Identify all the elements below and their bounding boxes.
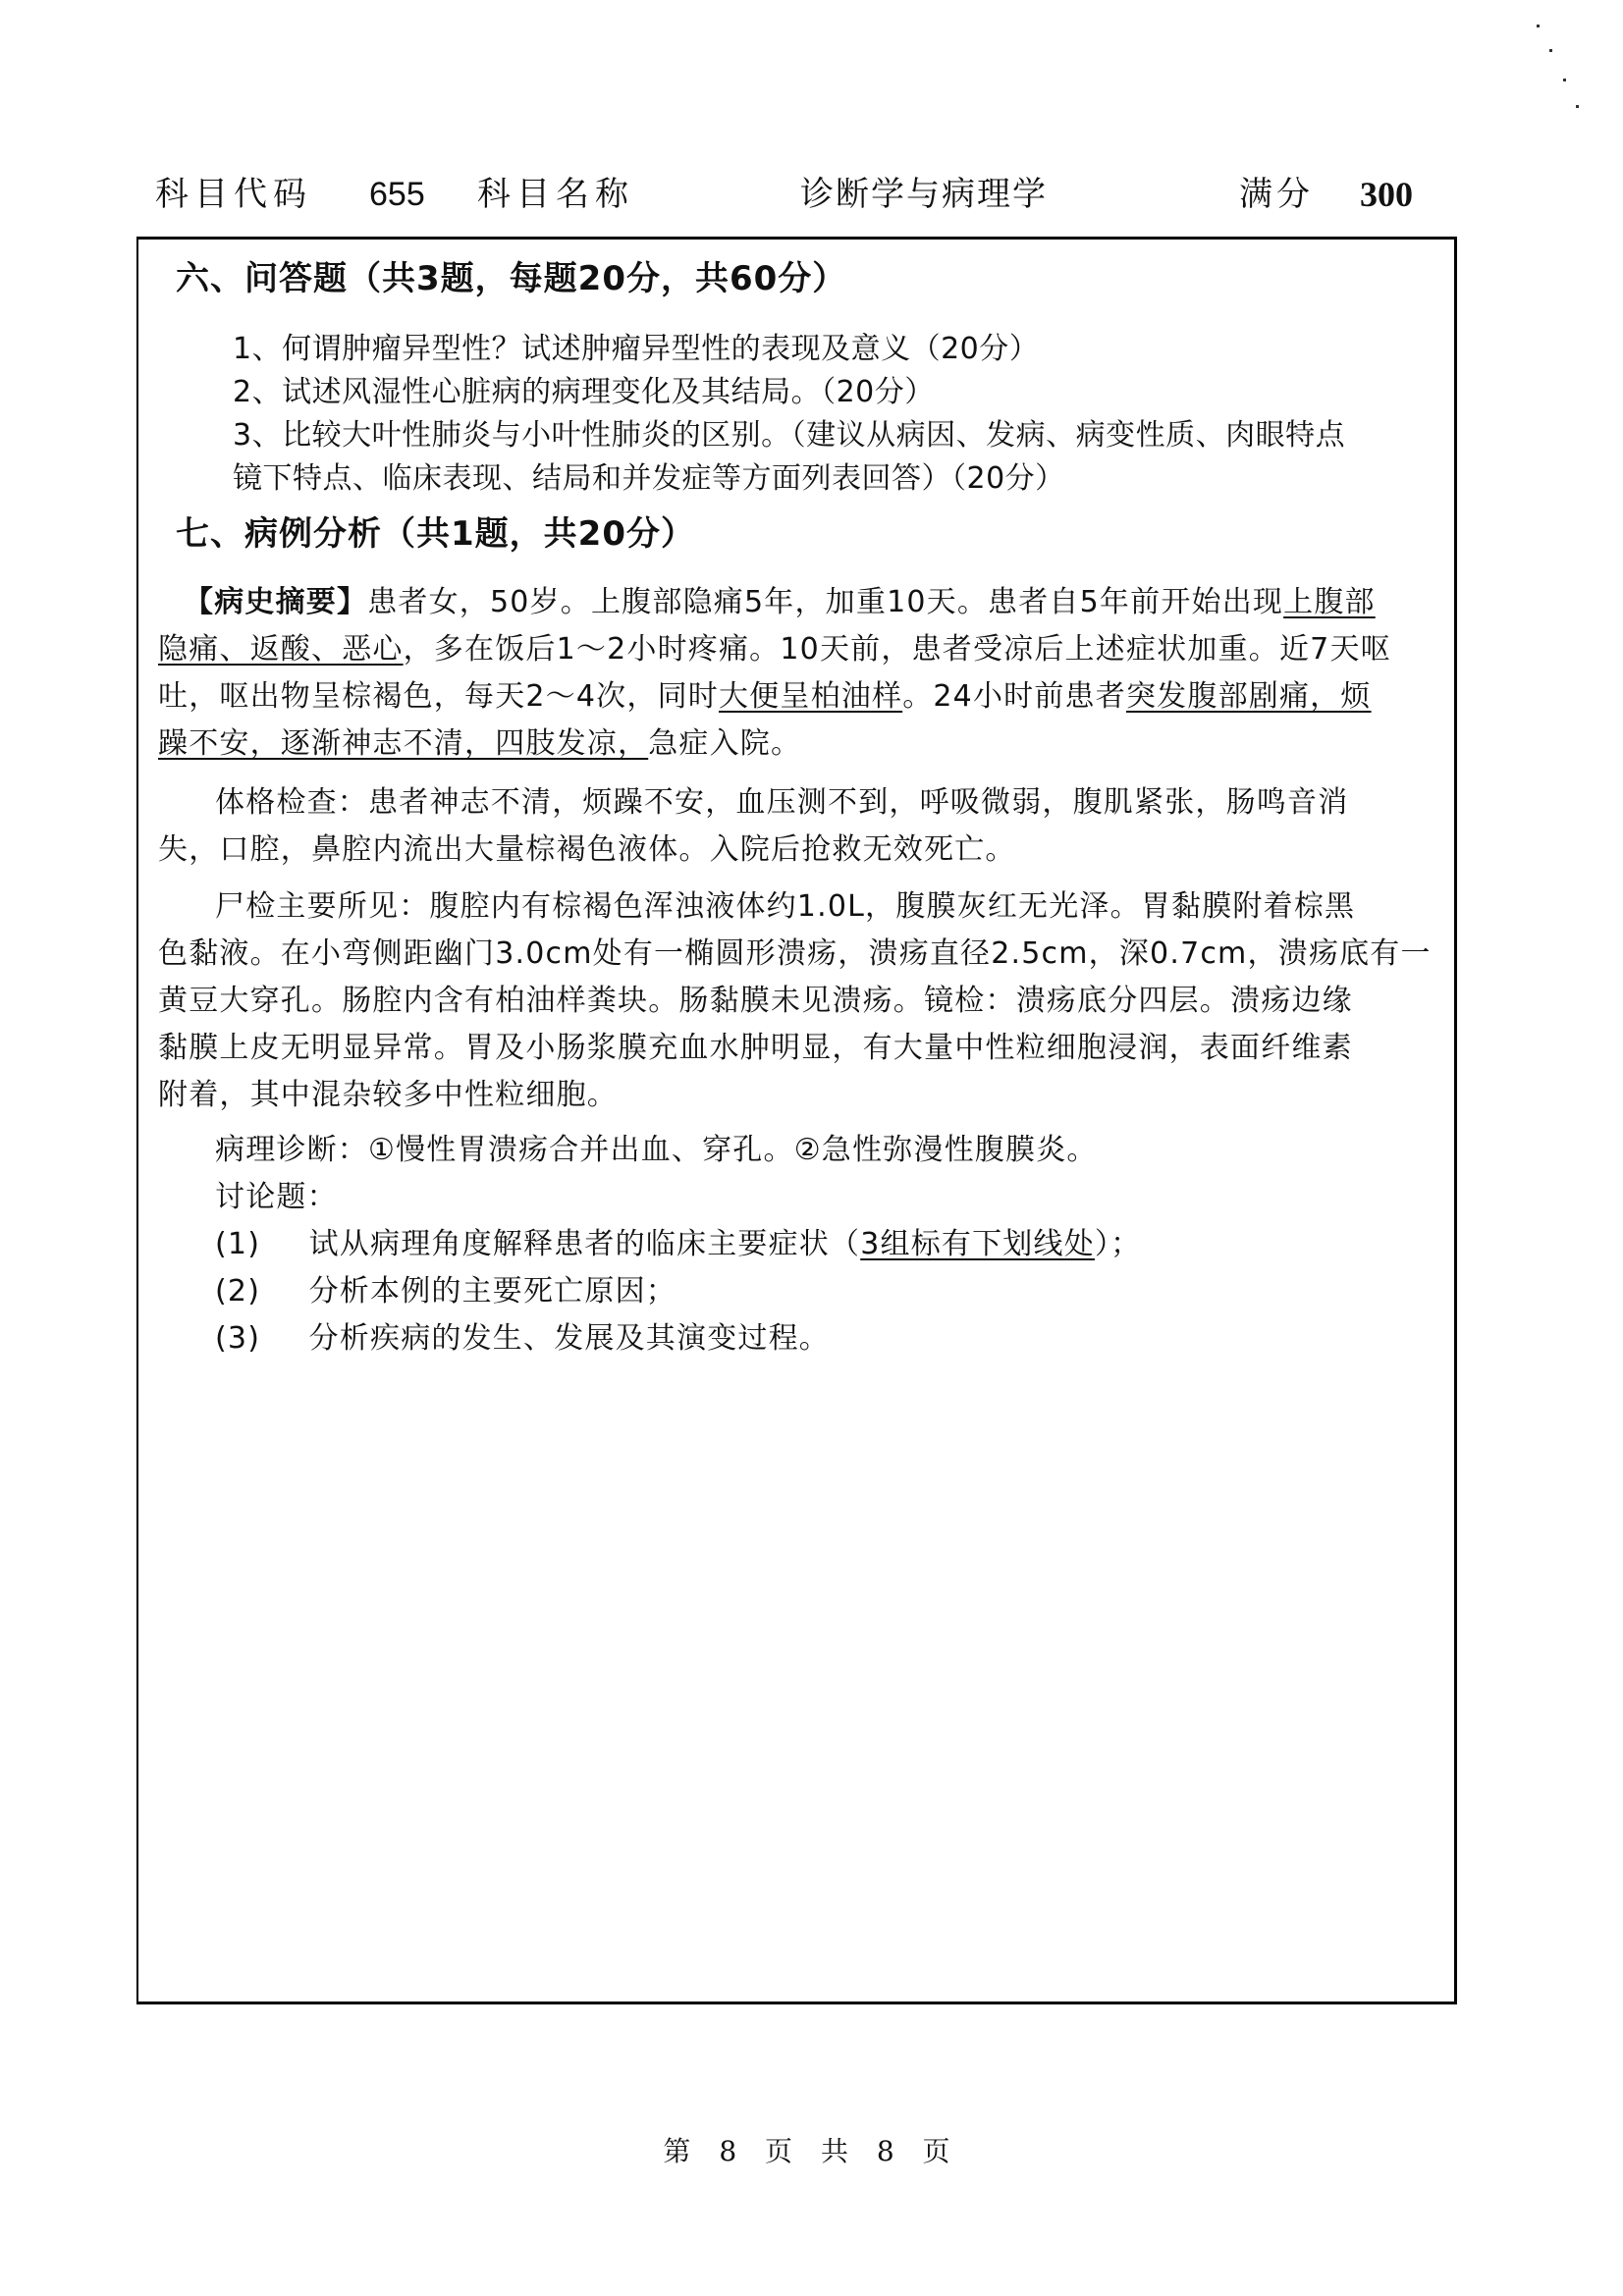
discussion-label: 讨论题： bbox=[215, 1180, 338, 1214]
history-label: 【病史摘要】 bbox=[184, 585, 368, 619]
section-6-title: 六、问答题（共3题，每题20分，共60分） bbox=[176, 259, 847, 298]
question-2: 2、试述风湿性心脏病的病理变化及其结局。（20分） bbox=[233, 375, 935, 409]
question-1: 1、何谓肿瘤异型性？试述肿瘤异型性的表现及意义（20分） bbox=[233, 332, 1040, 366]
history-text: 吐，呕出物呈棕褐色，每天2～4次，同时 bbox=[158, 679, 719, 714]
subject-name-label: 科目名称 bbox=[477, 175, 634, 214]
subject-name: 诊断学与病理学 bbox=[800, 175, 1048, 214]
underlined-symptom: 躁不安，逐渐神志不清，四肢发凉， bbox=[158, 726, 649, 761]
discussion-text: 分析本例的主要死亡原因； bbox=[308, 1274, 677, 1308]
autopsy-line-4: 黏膜上皮无明显异常。胃及小肠浆膜充血水肿明显，有大量中性粒细胞浸润，表面纤维素 bbox=[158, 1031, 1353, 1065]
discussion-text: 分析疾病的发生、发展及其演变过程。 bbox=[308, 1321, 831, 1356]
history-text: 急症入院。 bbox=[648, 726, 802, 761]
scan-artifact bbox=[1576, 105, 1579, 108]
scan-artifact bbox=[1549, 49, 1552, 52]
question-box bbox=[136, 237, 1457, 2004]
full-score: 300 bbox=[1360, 175, 1413, 214]
physical-exam-line-2: 失，口腔，鼻腔内流出大量棕褐色液体。入院后抢救无效死亡。 bbox=[158, 832, 1016, 867]
exam-header bbox=[0, 165, 1623, 224]
discussion-item-3 bbox=[215, 1319, 830, 1359]
question-3-line-1: 3、比较大叶性肺炎与小叶性肺炎的区别。（建议从病因、发病、病变性质、肉眼特点 bbox=[233, 418, 1346, 453]
scan-artifact bbox=[1537, 25, 1540, 27]
discussion-text: 试从病理角度解释患者的临床主要症状（ bbox=[308, 1227, 861, 1261]
page-number: 第 8 页 共 8 页 bbox=[663, 2135, 960, 2167]
history-line-4 bbox=[158, 724, 801, 764]
scan-artifact bbox=[1563, 79, 1566, 81]
history-line-2 bbox=[158, 630, 1391, 669]
discussion-item-2 bbox=[215, 1272, 676, 1311]
autopsy-line-2: 色黏液。在小弯侧距幽门3.0cm处有一椭圆形溃疡，溃疡直径2.5cm，深0.7cm，溃疡底有一 bbox=[158, 936, 1432, 971]
subject-code: 655 bbox=[369, 176, 425, 213]
pathology-diagnosis: 病理诊断：①慢性胃溃疡合并出血、穿孔。②急性弥漫性腹膜炎。 bbox=[215, 1133, 1098, 1167]
history-line-3 bbox=[158, 677, 1372, 717]
full-score-label: 满分 bbox=[1239, 175, 1314, 214]
history-line-1 bbox=[184, 583, 1376, 622]
discussion-item-1 bbox=[215, 1225, 1141, 1264]
underlined-symptom: 突发腹部剧痛，烦 bbox=[1125, 679, 1372, 714]
history-text: 患者女，50岁。上腹部隐痛5年，加重10天。患者自5年前开始出现 bbox=[367, 585, 1284, 619]
discussion-number: (1) bbox=[215, 1227, 261, 1261]
autopsy-line-3: 黄豆大穿孔。肠腔内含有柏油样粪块。肠黏膜未见溃疡。镜检：溃疡底分四层。溃疡边缘 bbox=[158, 984, 1353, 1018]
history-text: ，多在饭后1～2小时疼痛。10天前，患者受凉后上述症状加重。近7天呕 bbox=[403, 632, 1391, 667]
underlined-symptom: 上腹部 bbox=[1283, 585, 1376, 619]
question-3-line-2: 镜下特点、临床表现、结局和并发症等方面列表回答）（20分） bbox=[233, 461, 1065, 496]
section-7-title: 七、病例分析（共1题，共20分） bbox=[176, 514, 695, 554]
underlined-symptom: 大便呈柏油样 bbox=[718, 679, 903, 714]
autopsy-line-5: 附着，其中混杂较多中性粒细胞。 bbox=[158, 1078, 618, 1112]
physical-exam-line-1: 体格检查：患者神志不清，烦躁不安，血压测不到，呼吸微弱，腹肌紧张，肠鸣音消 bbox=[215, 785, 1349, 820]
subject-code-label: 科目代码 bbox=[155, 175, 312, 214]
underlined-hint: 3组标有下划线处 bbox=[860, 1227, 1095, 1261]
discussion-text: ）； bbox=[1094, 1227, 1142, 1261]
discussion-number: (2) bbox=[215, 1274, 261, 1308]
autopsy-line-1: 尸检主要所见：腹腔内有棕褐色浑浊液体约1.0L，腹膜灰红无光泽。胃黏膜附着棕黑 bbox=[215, 889, 1356, 924]
history-text: 。24小时前患者 bbox=[902, 679, 1126, 714]
discussion-number: (3) bbox=[215, 1321, 261, 1356]
underlined-symptom: 隐痛、返酸、恶心 bbox=[158, 632, 404, 667]
